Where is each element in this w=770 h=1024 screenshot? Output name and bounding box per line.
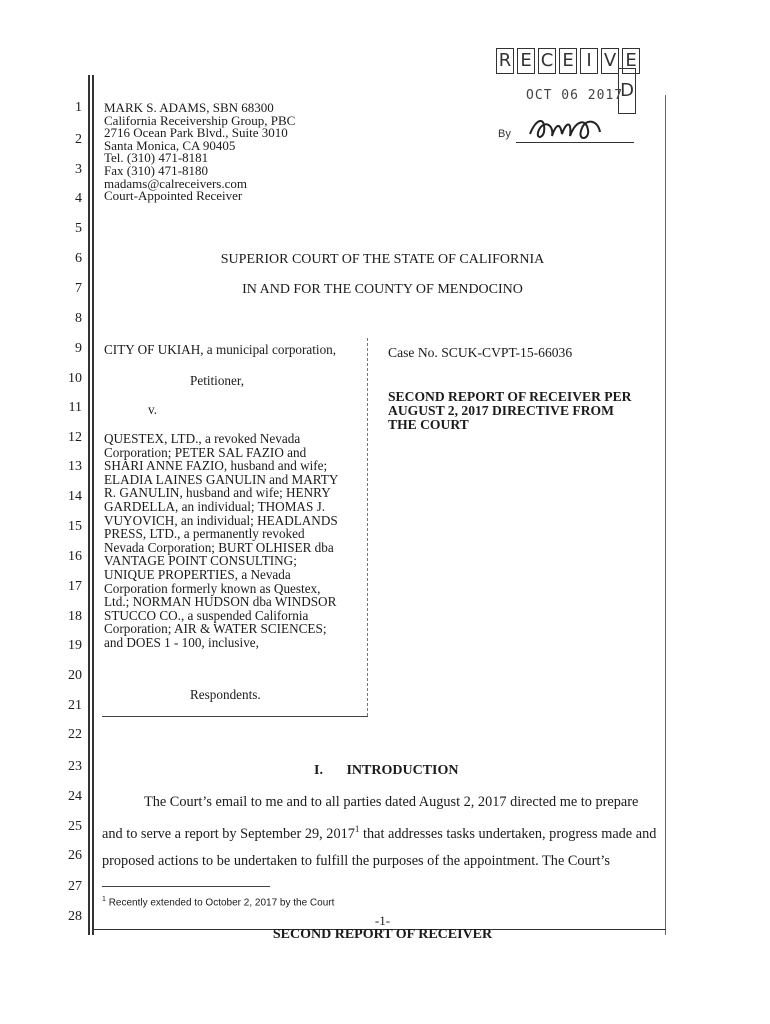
respondents-line: Corporation; PETER SAL FAZIO and <box>104 444 307 460</box>
case-number: Case No. SCUK-CVPT-15-66036 <box>388 345 573 360</box>
attorney-name: MARK S. ADAMS, SBN 68300 <box>104 100 274 115</box>
line-number: 14 <box>68 489 82 504</box>
line-number: 24 <box>68 789 82 804</box>
attorney-role: Court-Appointed Receiver <box>104 188 243 204</box>
line-number: 7 <box>75 281 82 296</box>
body-line-text: that addresses tasks undertaken, progress made and <box>359 825 657 842</box>
line-number: 23 <box>68 759 82 774</box>
line-number: 15 <box>68 519 82 534</box>
line-number: 2 <box>75 132 82 147</box>
body-line: The Court’s email to me and to all parties dated August 2, 2017 directed me to prepare <box>144 794 639 810</box>
left-margin-rule <box>88 75 90 935</box>
respondents-line: Corporation; AIR & WATER SCIENCES; <box>104 621 327 637</box>
stamp-letter: I <box>580 48 598 74</box>
line-number: 25 <box>68 819 82 834</box>
line-number: 16 <box>68 549 82 564</box>
stamp-letter: D <box>618 68 636 114</box>
respondents-line: Ltd.; NORMAN HUDSON dba WINDSOR <box>104 594 337 610</box>
respondents-line: QUESTEX, LTD., a revoked Nevada <box>104 431 301 446</box>
document-title <box>388 390 632 432</box>
line-number: 12 <box>68 430 82 445</box>
court-county: IN AND FOR THE COUNTY OF MENDOCINO <box>242 282 523 297</box>
line-number: 20 <box>68 668 82 683</box>
line-number: 10 <box>68 371 82 386</box>
line-number: 3 <box>75 162 82 177</box>
line-number: 4 <box>75 191 82 206</box>
stamp-letter: E <box>517 48 535 74</box>
line-number: 19 <box>68 638 82 653</box>
line-number: 21 <box>68 698 82 713</box>
attorney-email: madams@calreceivers.com <box>104 175 247 191</box>
line-number: 6 <box>75 251 82 266</box>
respondents-line: and DOES 1 - 100, inclusive, <box>104 634 259 650</box>
versus-label: v. <box>148 402 158 417</box>
body-line: proposed actions to be undertaken to fulfill the purposes of the appointment. The Court’s <box>102 853 610 869</box>
footnote-text: Recently extended to October 2, 2017 by the Court <box>108 897 335 909</box>
line-number: 11 <box>68 400 82 415</box>
caption-vertical-divider <box>367 338 368 716</box>
attorney-firm: California Receivership Group, PBC <box>104 112 296 128</box>
respondents-role: Respondents. <box>190 687 261 702</box>
line-number: 27 <box>68 879 82 894</box>
respondents-line: VANTAGE POINT CONSULTING; <box>104 553 297 569</box>
page-number: -1- <box>374 913 391 928</box>
attorney-phone: Tel. (310) 471-8181 <box>104 150 209 166</box>
line-number: 22 <box>68 727 82 742</box>
line-number: 5 <box>75 221 82 236</box>
right-margin-rule <box>665 95 666 935</box>
document-title-line: THE COURT <box>388 417 469 432</box>
stamp-by-label: By <box>498 128 511 140</box>
respondents-line: PRESS, LTD., a permanently revoked <box>104 526 305 542</box>
line-number: 8 <box>75 311 82 326</box>
footer-title: SECOND REPORT OF RECEIVER <box>272 927 493 942</box>
respondents-line: Nevada Corporation; BURT OLHISER dba <box>104 539 334 555</box>
body-line <box>102 824 656 843</box>
stamp-date: OCT 06 2017 <box>526 88 624 103</box>
stamp-letter: E <box>559 48 577 74</box>
attorney-address-street: 2716 Ocean Park Blvd., Suite 3010 <box>104 125 288 141</box>
stamp-letter: R <box>496 48 514 74</box>
respondents-line: UNIQUE PROPERTIES, a Nevada <box>104 566 291 582</box>
section-title: INTRODUCTION <box>346 763 459 778</box>
attorney-block <box>104 102 295 203</box>
caption-bottom-rule <box>102 716 368 717</box>
footnote <box>102 896 334 908</box>
court-name: SUPERIOR COURT OF THE STATE OF CALIFORNIA <box>220 252 545 267</box>
line-number: 28 <box>68 909 82 924</box>
footnote-marker: 1 <box>102 896 106 903</box>
line-number: 18 <box>68 609 82 624</box>
stamp-letter: E <box>622 48 640 74</box>
petitioner-role: Petitioner, <box>190 373 245 388</box>
left-margin-rule-inner <box>92 75 94 935</box>
respondents-line: R. GANULIN, husband and wife; HENRY <box>104 485 331 501</box>
document-title-line: AUGUST 2, 2017 DIRECTIVE FROM <box>388 403 614 418</box>
section-heading <box>314 763 458 779</box>
respondents-line: Corporation formerly known as Questex, <box>104 580 321 596</box>
section-number: I. <box>314 763 323 778</box>
line-number: 1 <box>75 100 82 115</box>
footnote-separator <box>102 886 270 887</box>
respondents-line: VUYOVICH, an individual; HEADLANDS <box>104 512 338 528</box>
respondents-line: STUCCO CO., a suspended California <box>104 607 309 623</box>
stamp-letter: V <box>601 48 619 74</box>
line-number: 9 <box>75 341 82 356</box>
respondents-line: SHARI ANNE FAZIO, husband and wife; <box>104 458 328 474</box>
stamp-letter: C <box>538 48 556 74</box>
document-title-line: SECOND REPORT OF RECEIVER PER <box>388 389 632 404</box>
line-number: 17 <box>68 579 82 594</box>
respondents-line: ELADIA LAINES GANULIN and MARTY <box>104 471 339 487</box>
respondents-list <box>104 432 338 650</box>
attorney-address-city: Santa Monica, CA 90405 <box>104 137 236 153</box>
line-number: 13 <box>68 459 82 474</box>
body-line-text: and to serve a report by September 29, 2017 <box>102 825 355 842</box>
received-stamp <box>492 44 642 150</box>
stamp-signature-icon <box>526 110 606 144</box>
respondents-line: GARDELLA, an individual; THOMAS J. <box>104 498 326 514</box>
line-number: 26 <box>68 848 82 863</box>
footnote-reference[interactable]: 1 <box>354 824 360 834</box>
attorney-fax: Fax (310) 471-8180 <box>104 162 208 178</box>
petitioner-name: CITY OF UKIAH, a municipal corporation, <box>104 342 337 357</box>
